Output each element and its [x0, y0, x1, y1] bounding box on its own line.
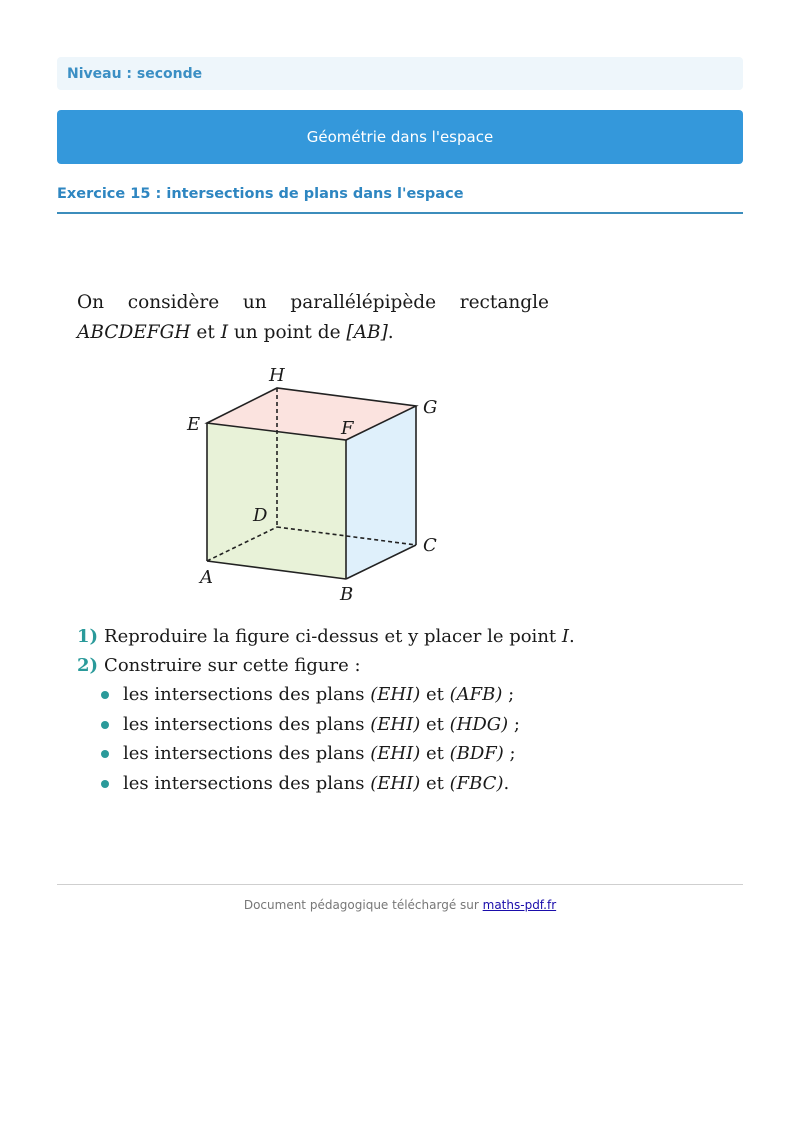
label-b: B — [340, 584, 354, 605]
point-name: I — [220, 322, 229, 343]
bullet-icon — [101, 721, 109, 729]
intro-line-1: On considère un parallélépipède rectangle — [77, 292, 549, 313]
question-2: 2) Construire sur cette figure : — [77, 655, 361, 676]
topic-banner — [57, 110, 743, 164]
footer-text: Document pédagogique téléchargé sur — [243, 898, 483, 912]
label-h: H — [269, 365, 285, 386]
footer — [57, 898, 743, 912]
question-list — [77, 622, 597, 798]
list-item: les intersections des plans (EHI) et (HDG) ; — [77, 710, 597, 740]
label-d: D — [253, 505, 268, 526]
bullet-icon — [101, 750, 109, 758]
list-item: les intersections des plans (EHI) et (AFB) ; — [77, 680, 597, 710]
solid-name: ABCDEFGH — [77, 322, 191, 343]
question-1: 1) Reproduire la figure ci-dessus et y placer le point I. — [77, 626, 575, 647]
topic-title: Géométrie dans l'espace — [306, 128, 494, 146]
level-badge — [57, 57, 743, 90]
level-text: Niveau : seconde — [67, 65, 203, 82]
exercise-title: Exercice 15 : intersections de plans dans l'espace — [57, 186, 743, 214]
footer-link[interactable]: maths-pdf.fr — [482, 898, 557, 912]
segment-name: [AB] — [346, 322, 388, 343]
exercise-intro — [77, 288, 549, 348]
cuboid-figure — [180, 360, 460, 610]
label-c: C — [423, 535, 437, 556]
intro-line-2: ABCDEFGH et I un point de [AB]. — [77, 322, 394, 343]
label-f: F — [341, 418, 354, 439]
label-a: A — [200, 567, 213, 588]
list-item: les intersections des plans (EHI) et (FBC). — [77, 769, 597, 799]
question-number: 1) — [77, 626, 99, 647]
bullet-icon — [101, 691, 109, 699]
label-g: G — [423, 397, 438, 418]
list-item: les intersections des plans (EHI) et (BDF) ; — [77, 739, 597, 769]
question-number: 2) — [77, 655, 99, 676]
footer-divider — [57, 884, 743, 885]
bullet-icon — [101, 780, 109, 788]
label-e: E — [187, 414, 201, 435]
